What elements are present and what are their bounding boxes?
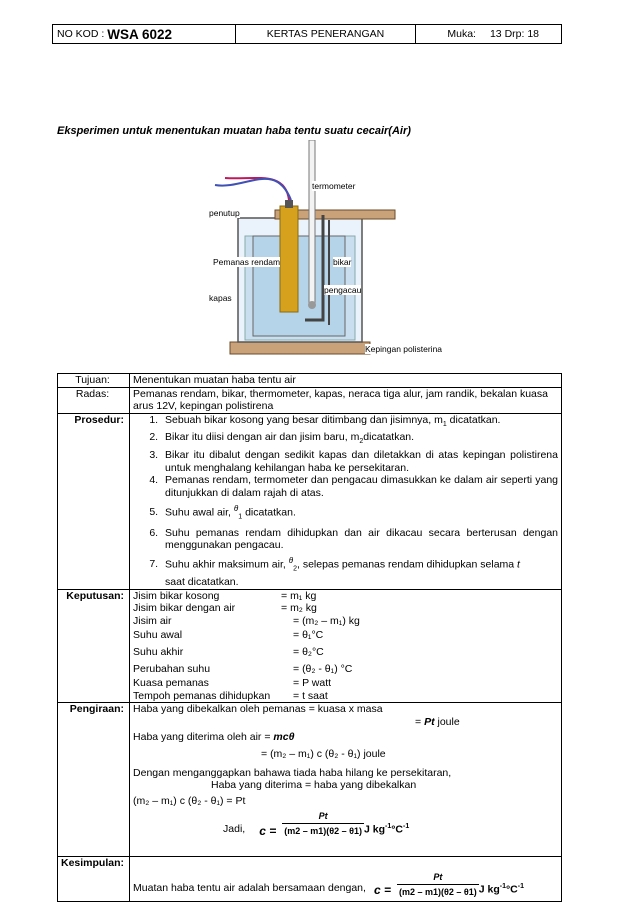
- keputusan-content: [130, 589, 562, 703]
- procedure-step-1: 1. Sebuah bikar kosong yang besar ditimbang dan jisimnya, $m_1$ dicatatkan.: [161, 414, 558, 432]
- result-row: Kuasa pemanas = P watt: [133, 677, 332, 690]
- formula-c: c =: [259, 824, 277, 839]
- prosedur-content: [130, 413, 562, 589]
- calc-formula: [133, 810, 558, 838]
- calc-line-5: Dengan menganggapkan bahawa tiada haba hilang ke persekitaran,: [133, 766, 452, 779]
- procedure-step-6: 6. Suhu pemanas rendam dihidupkan dan air dikacau secara berterusan dengan menggunakan pengacau.: [161, 527, 558, 552]
- result-row: Suhu awal = θ₁°C: [133, 629, 324, 642]
- apparatus-diagram: [205, 140, 465, 360]
- formula-fraction: [282, 810, 364, 838]
- label-pengacau: pengacau: [324, 285, 362, 295]
- radas-text: Pemanas rendam, bikar, thermometer, kapas, neraca tiga alur, jam randik, bekalan kuasa arus 12V, kepingan polistirena: [130, 387, 562, 413]
- result-row: Jisim bikar kosong = m₁ kg: [133, 589, 317, 602]
- label-penutup: penutup: [209, 208, 240, 218]
- kesimpulan-label: Kesimpulan:: [58, 856, 130, 901]
- pengiraan-content: [130, 703, 562, 856]
- tujuan-text: Menentukan muatan haba tentu air: [130, 374, 562, 388]
- row-pengiraan: [58, 703, 562, 856]
- conclusion-unit: J $kg^{-1}^\circ C^{-1}$: [478, 882, 525, 896]
- kod-cell: [53, 25, 236, 43]
- header-title: KERTAS PENERANGAN: [236, 25, 416, 43]
- apparatus-illustration: [205, 140, 465, 360]
- procedure-step-3: 3. Bikar itu dibalut dengan sedikit kapas dan diletakkan di atas kepingan polistirena untuk menghalang kehilangan haba ke persekitaran.: [161, 449, 558, 474]
- conclusion-fraction: [397, 871, 479, 899]
- kesimpulan-content: [130, 856, 562, 901]
- result-row: Suhu akhir = θ₂°C: [133, 646, 324, 659]
- label-kapas: kapas: [209, 293, 232, 303]
- row-radas: [58, 387, 562, 413]
- row-prosedur: [58, 413, 562, 589]
- result-row: Perubahan suhu = (θ₂ - θ₁) °C: [133, 662, 353, 675]
- row-keputusan: [58, 589, 562, 703]
- pengiraan-label: Pengiraan:: [58, 703, 130, 856]
- result-row: Jisim bikar dengan air = m₂ kg: [133, 602, 317, 615]
- muka-label: Muka:: [447, 28, 476, 40]
- procedure-step-7: 7. Suhu akhir maksimum air, $^\theta_2$, selepas pemanas rendam dihidupkan selama t saat dicatatkan.: [161, 555, 558, 589]
- calc-line-1: Haba yang dibekalkan oleh pemanas = kuasa x masa: [133, 703, 383, 716]
- keputusan-label: Keputusan:: [58, 589, 130, 703]
- tujuan-label: Tujuan:: [58, 374, 130, 388]
- jadi-label: Jadi,: [223, 823, 246, 836]
- calc-line-4: = (m₂ – m₁) c (θ₂ - θ₁) joule: [261, 748, 386, 761]
- page-number-cell: [416, 25, 561, 43]
- calc-line-2: = Pt joule: [415, 716, 460, 729]
- formula-unit: J $kg^{-1}^\circ C^{-1}$: [363, 822, 410, 836]
- conclusion-numerator: Pt: [433, 871, 443, 882]
- procedure-steps: [161, 414, 558, 589]
- conclusion-formula-c: c =: [373, 883, 391, 898]
- kod-value: WSA 6022: [107, 26, 173, 42]
- calc-line-6: Haba yang diterima = haba yang dibekalkan: [211, 779, 417, 792]
- radas-label: Radas:: [58, 387, 130, 413]
- result-row: Tempoh pemanas dihidupkan = t saat: [133, 689, 328, 702]
- label-bikar: bikar: [333, 257, 352, 267]
- procedure-step-4: 4. Pemanas rendam, termometer dan pengacau dimasukkan ke dalam air seperti yang ditunjukkan di dalam rajah di atas.: [161, 474, 558, 499]
- procedure-step-5: 5. Suhu awal air, $^\theta_1$ dicatatkan.: [161, 503, 558, 524]
- result-row: Jisim air = (m₂ – m₁) kg: [133, 614, 360, 627]
- prosedur-label: Prosedur:: [58, 413, 130, 589]
- muka-value: 13 Drp: 18: [489, 28, 539, 40]
- conclusion-line: [133, 859, 558, 901]
- calc-line-7: (m₂ – m₁) c (θ₂ - θ₁) = Pt: [133, 795, 246, 807]
- conclusion-text: Muatan haba tentu air adalah bersamaan dengan,: [133, 882, 366, 895]
- row-kesimpulan: [58, 856, 562, 901]
- document-header: [52, 24, 562, 44]
- experiment-table: [57, 373, 562, 902]
- conclusion-denominator: (m2 – m1)(θ2 – θ1): [397, 884, 479, 899]
- section-title: Eksperimen untuk menentukan muatan haba tentu suatu cecair(Air): [57, 125, 411, 137]
- formula-denominator: (m2 – m1)(θ2 – θ1): [282, 823, 364, 838]
- label-pemanas-rendam: Pemanas rendam: [213, 257, 281, 267]
- row-tujuan: [58, 374, 562, 388]
- label-kepingan-polisterina: Kepingan polisterina: [365, 344, 443, 354]
- kod-label: NO KOD :: [57, 28, 105, 40]
- procedure-step-2: 2. Bikar itu diisi dengan air dan jisim baru, $m_2dicatatkan$.: [161, 431, 558, 449]
- calc-line-3: Haba yang diterima oleh air = mcθ: [133, 730, 295, 743]
- formula-numerator: Pt: [318, 810, 328, 821]
- label-termometer: termometer: [312, 181, 356, 191]
